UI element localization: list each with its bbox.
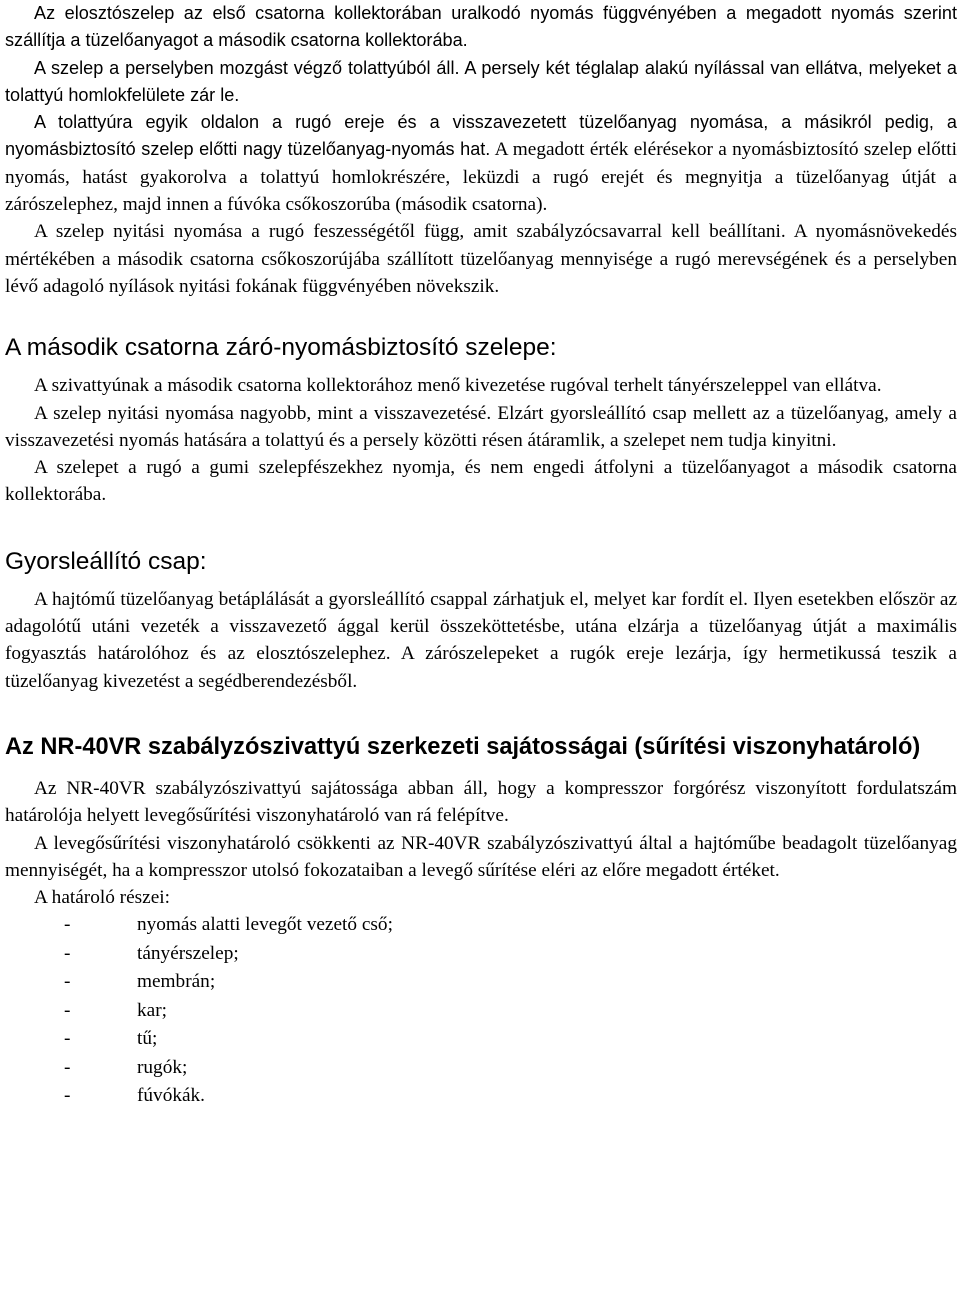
- quick-stop-paragraph-1: A hajtómű tüzelőanyag betáplálását a gyorsleállító csappal zárhatjuk el, melyet kar fordít el. Ilyen esetekben először az adagolótű utáni vezeték a visszavezető ággal kerül összeköttetésbe, utána elzárja a tüzelőanyag útját a maximális fogyasztás határolóhoz és az elosztószelephez. A zárószelepeket a rugók ereje lezárja, így hermetikussá teszik a tüzelőanyag kivezetést a segédberendezésből.: [5, 588, 957, 692]
- intro-paragraph-3b: A megadott érték elérésekor a nyomásbiztosító szelep előtti nyomás, hatást gyakorolva a tolattyú homlokrészére, leküzdi a rugó erejét és megnyitja a tüzelőanyag útját a zárószelephez, majd innen a fúvóka csőkoszorúba (második csatorna).: [5, 139, 958, 216]
- nr40vr-heading: Az NR-40VR szabályzószivattyú szerkezeti sajátosságai (sűrítési viszonyhatároló): [5, 733, 921, 760]
- list-item: [5, 1025, 957, 1054]
- list-dash: -: [64, 1028, 71, 1050]
- nr40vr-paragraph-1: Az NR-40VR szabályzószivattyú sajátossága abban áll, hogy a kompresszor forgórész viszonyított fordulatszám határolója helyett levegősűrítési viszonyhatároló van rá felépítve.: [5, 777, 957, 827]
- intro-paragraph-4: A szelep nyitási nyomása a rugó feszességétől függ, amit szabályzócsavarral kell beállítani. A nyomásnövekedés mértékében a második csatorna csőkoszorújába szállított tüzelőanyag mennyisége a rugó merevségének és a perselyben lévő adagoló nyílások nyitási fokának függvényében növekszik.: [5, 221, 957, 297]
- closing-valve-heading: A második csatorna záró-nyomásbiztosító szelepe:: [5, 334, 557, 362]
- list-item-text: nyomás alatti levegőt vezető cső;: [137, 914, 393, 936]
- intro-paragraph-3: [5, 109, 957, 218]
- parts-intro: A határoló részei:: [34, 887, 170, 909]
- intro-paragraph-2: A szelep a perselyben mozgást végző tolattyúból áll. A persely két téglalap alakú nyílással van ellátva, melyeket a tolattyú homlokfelülete zár le.: [5, 57, 957, 105]
- closing-valve-paragraph-2: A szelep nyitási nyomása nagyobb, mint a visszavezetésé. Elzárt gyorsleállító csap mellett az a tüzelőanyag, amely a visszavezetési nyomás hatására a tolattyú és a persely közötti résen átáramlik, a szelepet nem tudja kinyitni.: [5, 402, 957, 451]
- list-item: [5, 968, 957, 997]
- list-item: [5, 1082, 957, 1111]
- quick-stop-heading: Gyorsleállító csap:: [5, 547, 207, 575]
- intro-paragraph-1: Az elosztószelep az első csatorna kollektorában uralkodó nyomás függvényében a megadott nyomás szerint szállítja a tüzelőanyagot a második csatorna kollektorába.: [5, 3, 957, 51]
- list-dash: -: [64, 942, 71, 964]
- nr40vr-paragraph-2: A levegősűrítési viszonyhatároló csökkenti az NR-40VR szabályzószivattyú által a hajtóműbe beadagolt tüzelőanyag mennyiségét, ha a kompresszor utolsó fokozataiban a levegő sűrítése eléri az előre megadott értéket.: [5, 832, 957, 881]
- list-item-text: tányérszelep;: [137, 942, 239, 964]
- list-dash: -: [64, 971, 71, 993]
- parts-list: [5, 911, 957, 1111]
- list-item-text: kar;: [137, 999, 167, 1021]
- list-dash: -: [64, 914, 71, 936]
- closing-valve-paragraph-1: A szivattyúnak a második csatorna kollektorához menő kivezetése rugóval terhelt tányérszeleppel van ellátva.: [34, 375, 882, 397]
- list-item: [5, 1054, 957, 1083]
- list-item-text: fúvókák.: [137, 1085, 206, 1107]
- document-page: [5, 0, 957, 1111]
- list-item: [5, 940, 957, 969]
- intro-paragraph-3a: A tolattyúra egyik oldalon a rugó ereje és a visszavezetett tüzelőanyag nyomása, a másikról pedig, a nyomásbiztosító szelep előtti nagy tüzelőanyag-nyomás hat.: [5, 112, 957, 160]
- list-dash: -: [64, 999, 71, 1021]
- list-item-text: membrán;: [137, 971, 216, 993]
- list-dash: -: [64, 1056, 71, 1078]
- list-item-text: rugók;: [137, 1056, 188, 1078]
- list-dash: -: [64, 1085, 71, 1107]
- list-item-text: tű;: [137, 1028, 158, 1050]
- list-item: [5, 911, 957, 940]
- closing-valve-paragraph-3: A szelepet a rugó a gumi szelepfészekhez nyomja, és nem engedi átfolyni a tüzelőanyagot a második csatorna kollektorába.: [5, 457, 957, 506]
- list-item: [5, 997, 957, 1026]
